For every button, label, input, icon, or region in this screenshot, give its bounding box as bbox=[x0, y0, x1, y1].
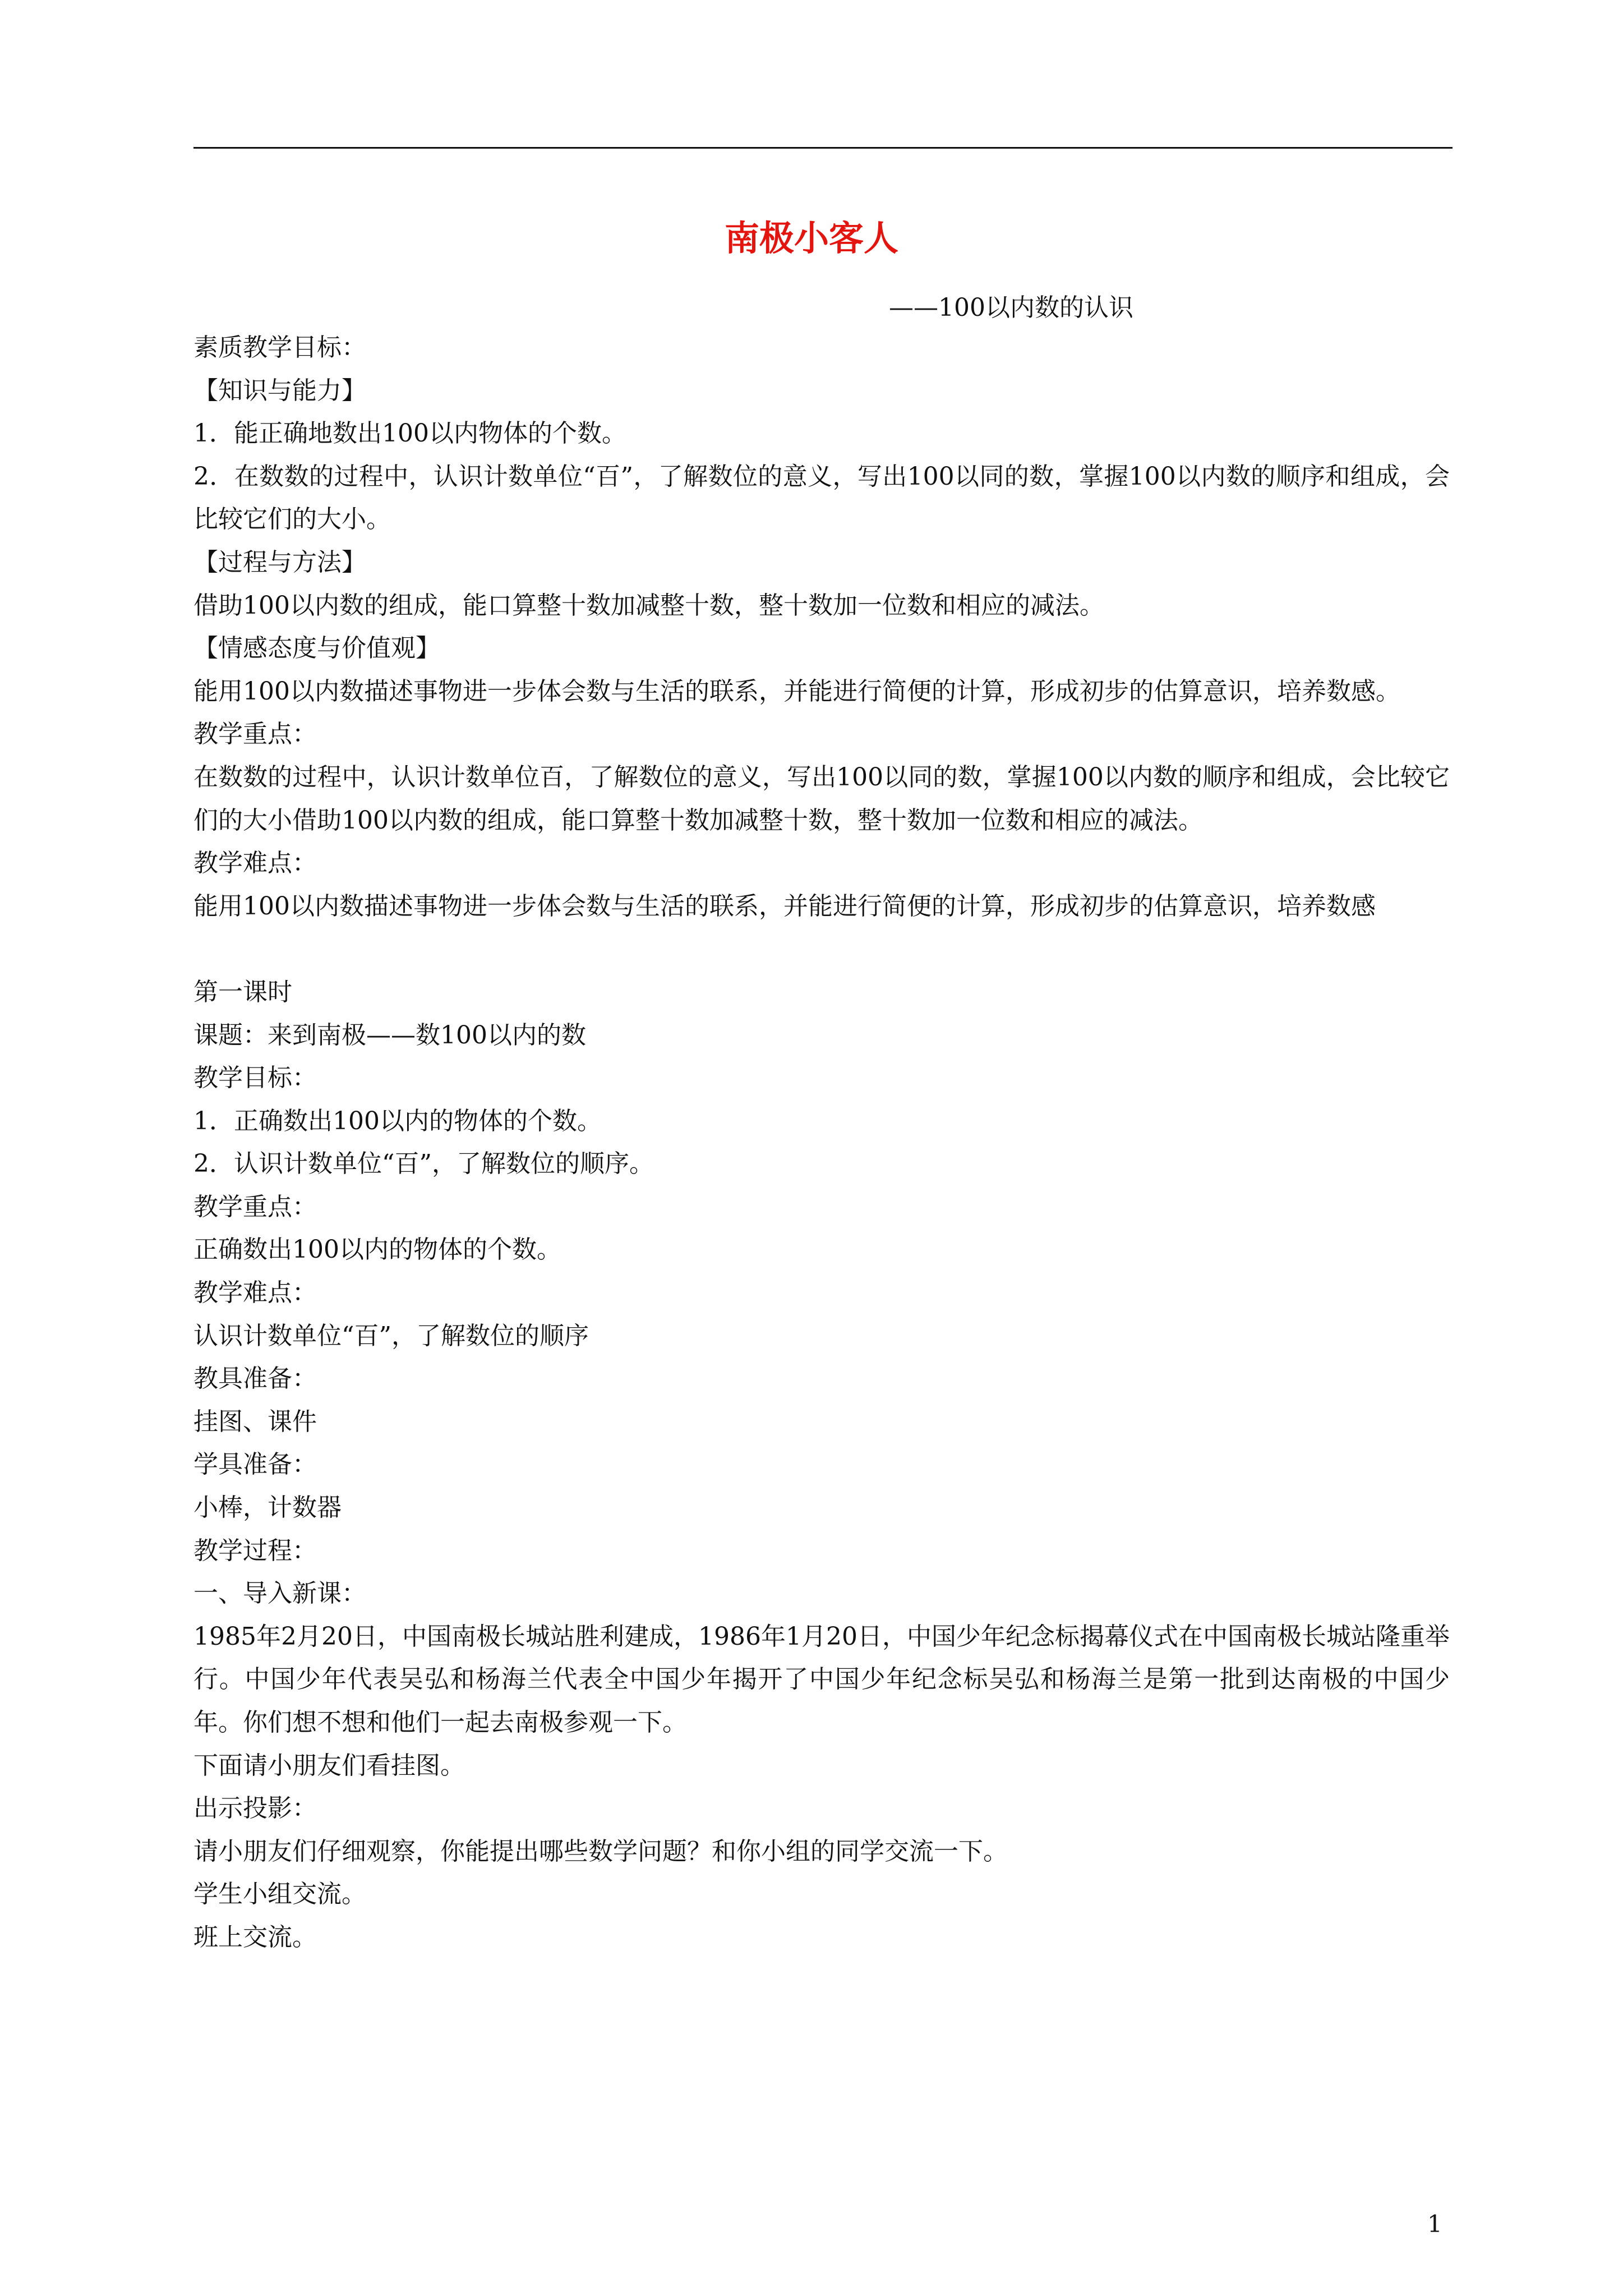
paragraph: 小棒，计数器 bbox=[193, 1493, 342, 1522]
header-rule bbox=[193, 147, 1453, 149]
paragraph: 2．认识计数单位“百”，了解数位的顺序。 bbox=[193, 1149, 654, 1179]
paragraph: 素质教学目标： bbox=[193, 333, 366, 362]
paragraph: 正确数出100以内的物体的个数。 bbox=[193, 1235, 561, 1264]
paragraph: 请小朋友们仔细观察，你能提出哪些数学问题？和你小组的同学交流一下。 bbox=[193, 1837, 1008, 1866]
paragraph: 学具准备： bbox=[193, 1450, 317, 1479]
paragraph: 【过程与方法】 bbox=[193, 547, 366, 577]
document-title: 南极小客人 bbox=[724, 218, 898, 259]
paragraph: 2．在数数的过程中，认识计数单位“百”，了解数位的意义，写出100以同的数，掌握100以内数的顺序和组成，会比较它们的大小。 bbox=[193, 462, 1450, 534]
document-subtitle: ——100以内数的认识 bbox=[889, 293, 1133, 322]
paragraph: 一、导入新课： bbox=[193, 1579, 366, 1608]
paragraph: 班上交流。 bbox=[193, 1922, 317, 1952]
paragraph: 【知识与能力】 bbox=[193, 376, 366, 405]
paragraph: 课题：来到南极——数100以内的数 bbox=[193, 1020, 586, 1050]
paragraph: 下面请小朋友们看挂图。 bbox=[193, 1751, 465, 1780]
paragraph: 在数数的过程中，认识计数单位百，了解数位的意义，写出100以同的数，掌握100以内数的顺序和组成，会比较它们的大小借助100以内数的组成，能口算整十数加减整十数，整十数加一位数和相应的减法。 bbox=[193, 762, 1450, 835]
paragraph: 教学难点： bbox=[193, 1278, 317, 1308]
paragraph: 挂图、课件 bbox=[193, 1407, 317, 1436]
page-number: 1 bbox=[1427, 2210, 1442, 2238]
document-body bbox=[193, 326, 1450, 1959]
paragraph: 1985年2月20日，中国南极长城站胜利建成，1986年1月20日，中国少年纪念标揭幕仪式在中国南极长城站隆重举行。中国少年代表吴弘和杨海兰代表全中国少年揭开了中国少年纪念标吴弘和杨海兰是第一批到达南极的中国少年。你们想不想和他们一起去南极参观一下。 bbox=[193, 1622, 1450, 1737]
paragraph: 教学目标： bbox=[193, 1064, 317, 1093]
paragraph: 能用100以内数描述事物进一步体会数与生活的联系，并能进行简便的计算，形成初步的估算意识，培养数感。 bbox=[193, 677, 1400, 706]
paragraph: 教学难点： bbox=[193, 849, 317, 878]
paragraph: 【情感态度与价值观】 bbox=[193, 634, 440, 663]
paragraph: 教学重点： bbox=[193, 720, 317, 749]
paragraph: 出示投影： bbox=[193, 1794, 317, 1823]
paragraph: 第一课时 bbox=[193, 977, 292, 1006]
blank-line bbox=[193, 928, 1450, 971]
paragraph: 1．能正确地数出100以内物体的个数。 bbox=[193, 419, 626, 448]
paragraph: 教具准备： bbox=[193, 1364, 317, 1393]
paragraph: 能用100以内数描述事物进一步体会数与生活的联系，并能进行简便的计算，形成初步的估算意识，培养数感 bbox=[193, 891, 1376, 921]
paragraph: 教学过程： bbox=[193, 1536, 317, 1565]
paragraph: 1．正确数出100以内的物体的个数。 bbox=[193, 1106, 602, 1135]
paragraph: 认识计数单位“百”，了解数位的顺序 bbox=[193, 1321, 589, 1350]
paragraph: 借助100以内数的组成，能口算整十数加减整十数，整十数加一位数和相应的减法。 bbox=[193, 591, 1104, 620]
paragraph: 教学重点： bbox=[193, 1192, 317, 1221]
paragraph: 学生小组交流。 bbox=[193, 1880, 366, 1909]
